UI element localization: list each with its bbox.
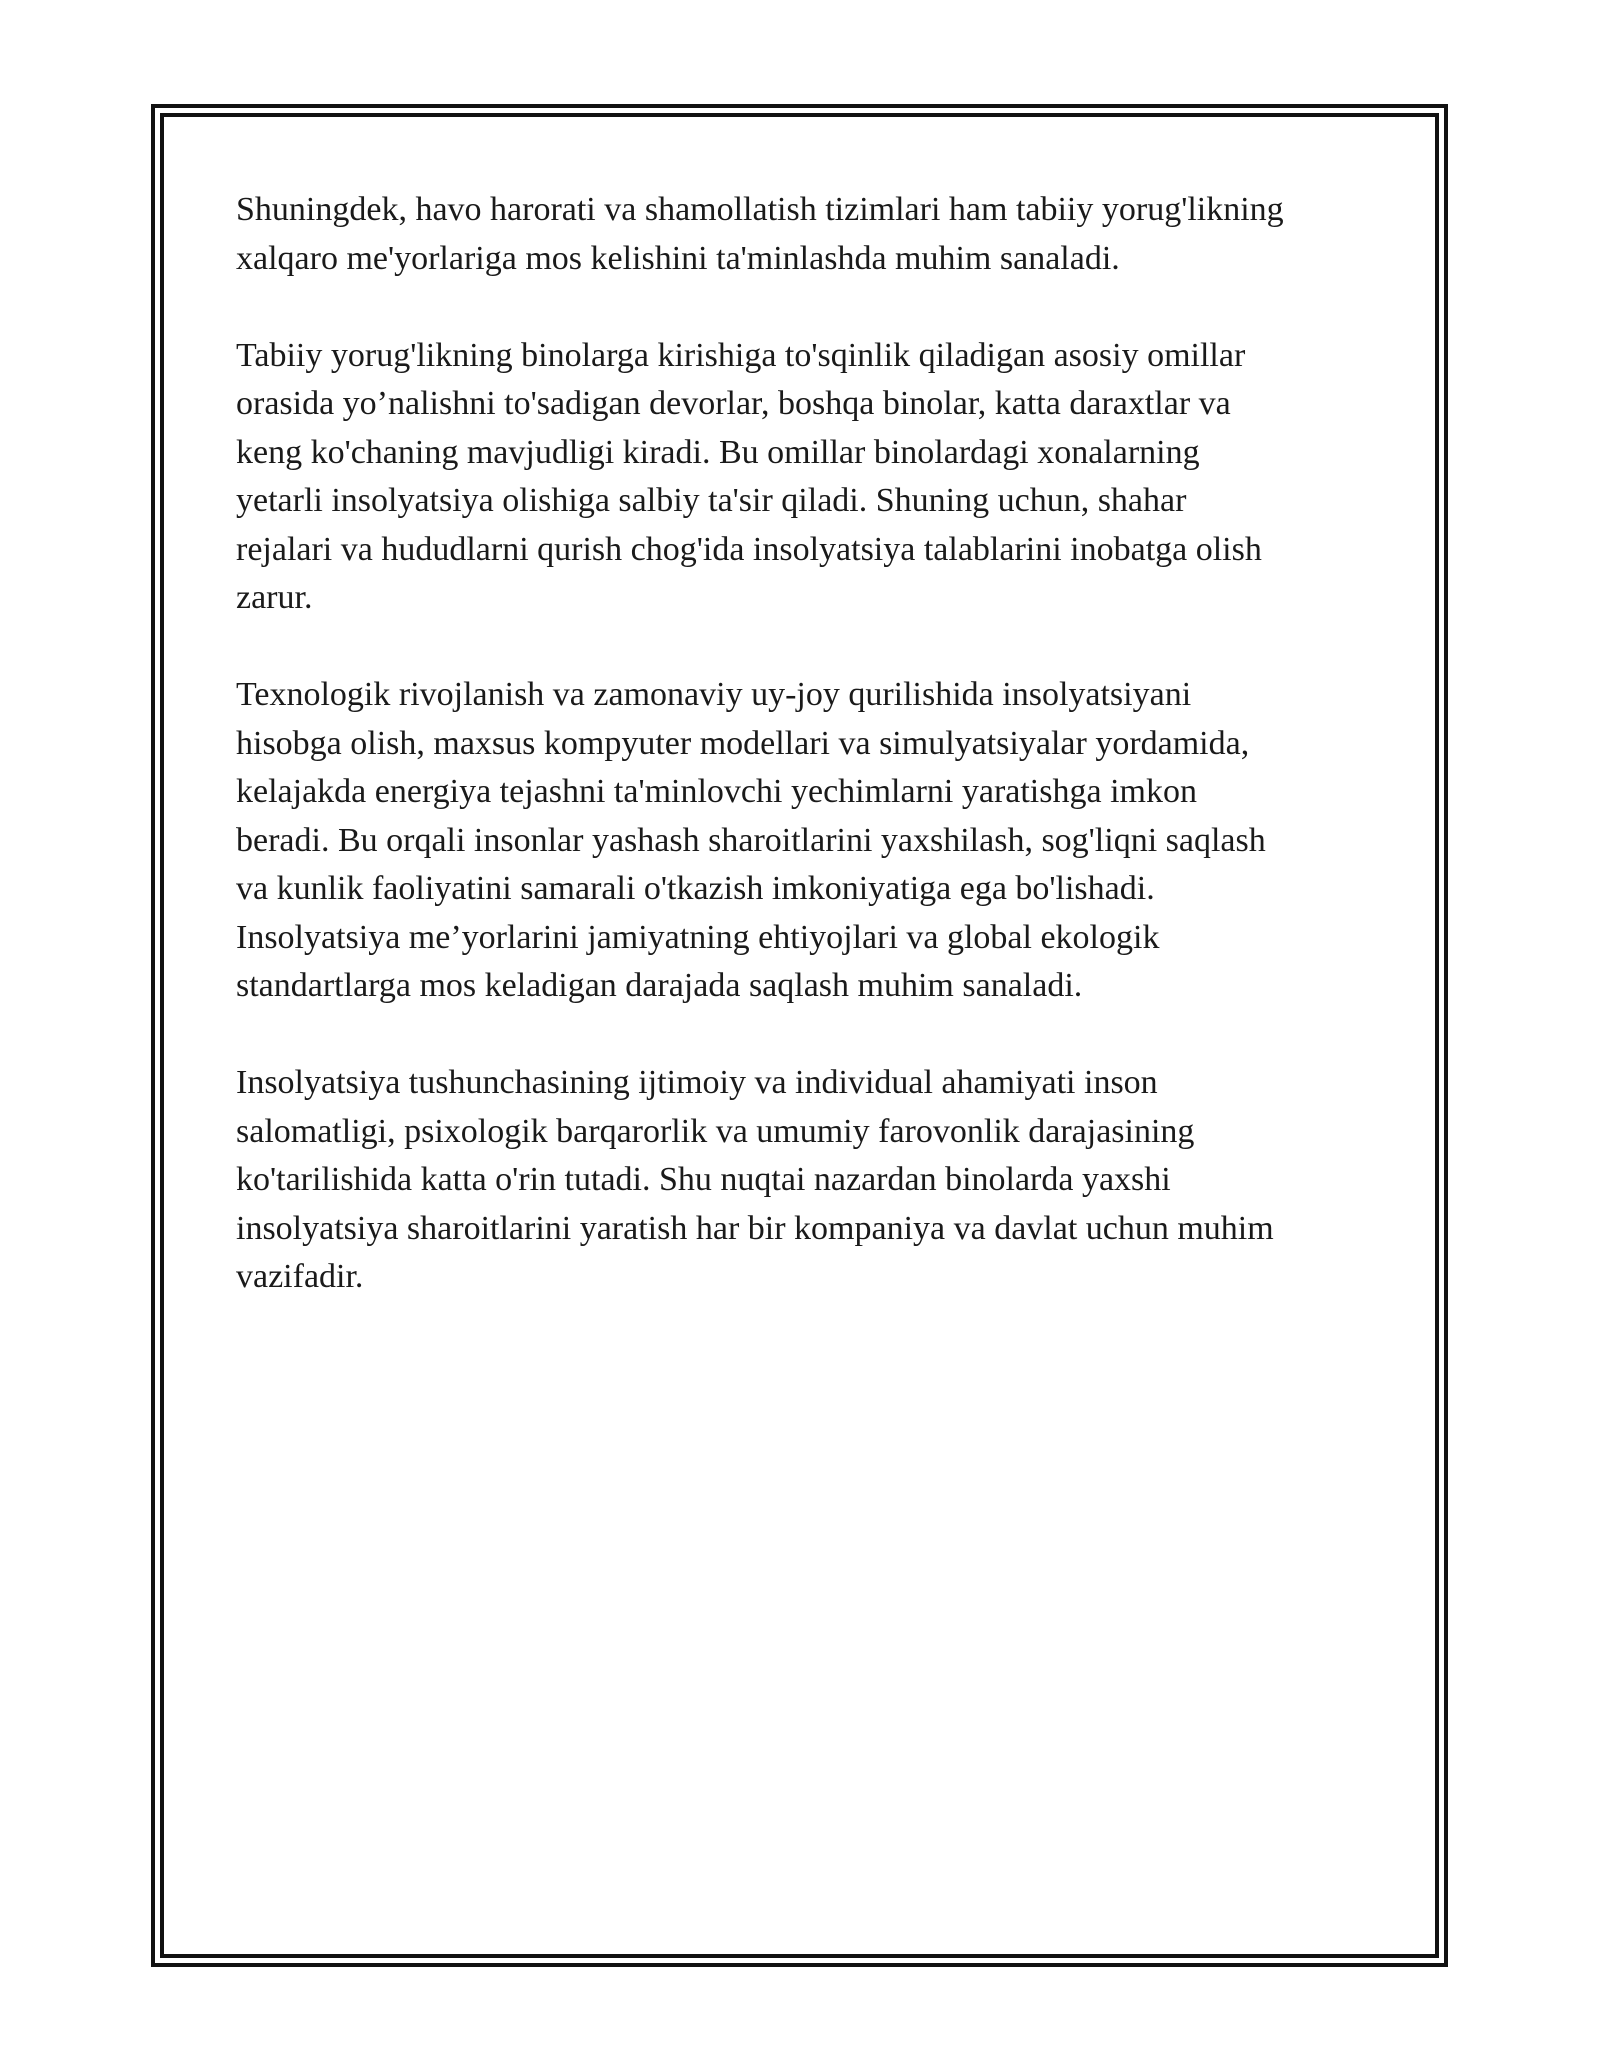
text-line: Tabiiy yorug'likning binolarga kirishiga to'sqinlik qiladigan asosiy omillar bbox=[236, 336, 1246, 374]
text-line: Insolyatsiya tushunchasining ijtimoiy va individual ahamiyati inson bbox=[236, 1064, 1158, 1101]
text-line: beradi. Bu orqali insonlar yashash sharoitlarini yaxshilash, sog'liqni saqlash bbox=[236, 821, 1266, 859]
text-line: Insolyatsiya me’yorlarini jamiyatning ehtiyojlari va global ekologik bbox=[236, 918, 1160, 956]
paragraph-1 bbox=[236, 186, 1386, 283]
text-line: kelajakda energiya tejashni ta'minlovchi yechimlarni yaratishga imkon bbox=[236, 773, 1197, 810]
text-line: xalqaro me'yorlariga mos kelishini ta'minlashda muhim sanaladi. bbox=[236, 239, 1120, 277]
text-line: vazifadir. bbox=[236, 1258, 364, 1295]
text-line: orasida yo’nalishni to'sadigan devorlar, boshqa binolar, katta daraxtlar va bbox=[236, 385, 1231, 422]
text-line: hisobga olish, maxsus kompyuter modellari va simulyatsiyalar yordamida, bbox=[236, 724, 1250, 762]
text-line: standartlarga mos keladigan darajada saqlash muhim sanaladi. bbox=[236, 967, 1083, 1004]
text-line: insolyatsiya sharoitlarini yaratish har bir kompaniya va davlat uchun muhim bbox=[236, 1209, 1274, 1247]
document-body bbox=[236, 186, 1386, 1350]
text-line: Shuningdek, havo harorati va shamollatish tizimlari ham tabiiy yorug'likning bbox=[236, 191, 1284, 228]
paragraph-4 bbox=[236, 1059, 1386, 1302]
text-line: rejalari va hududlarni qurish chog'ida insolyatsiya talablarini inobatga olish bbox=[236, 530, 1262, 568]
text-line: yetarli insolyatsiya olishiga salbiy ta'sir qiladi. Shuning uchun, shahar bbox=[236, 482, 1187, 519]
text-line: ko'tarilishida katta o'rin tutadi. Shu nuqtai nazardan binolarda yaxshi bbox=[236, 1161, 1171, 1198]
paragraph-3 bbox=[236, 671, 1386, 1011]
text-line: zarur. bbox=[236, 579, 313, 616]
text-line: keng ko'chaning mavjudligi kiradi. Bu omillar binolardagi xonalarning bbox=[236, 433, 1200, 471]
paragraph-2 bbox=[236, 332, 1386, 623]
text-line: va kunlik faoliyatini samarali o'tkazish imkoniyatiga ega bo'lishadi. bbox=[236, 870, 1155, 907]
text-line: Texnologik rivojlanish va zamonaviy uy-joy qurilishida insolyatsiyani bbox=[236, 676, 1192, 713]
text-line: salomatligi, psixologik barqarorlik va umumiy farovonlik darajasining bbox=[236, 1112, 1195, 1150]
